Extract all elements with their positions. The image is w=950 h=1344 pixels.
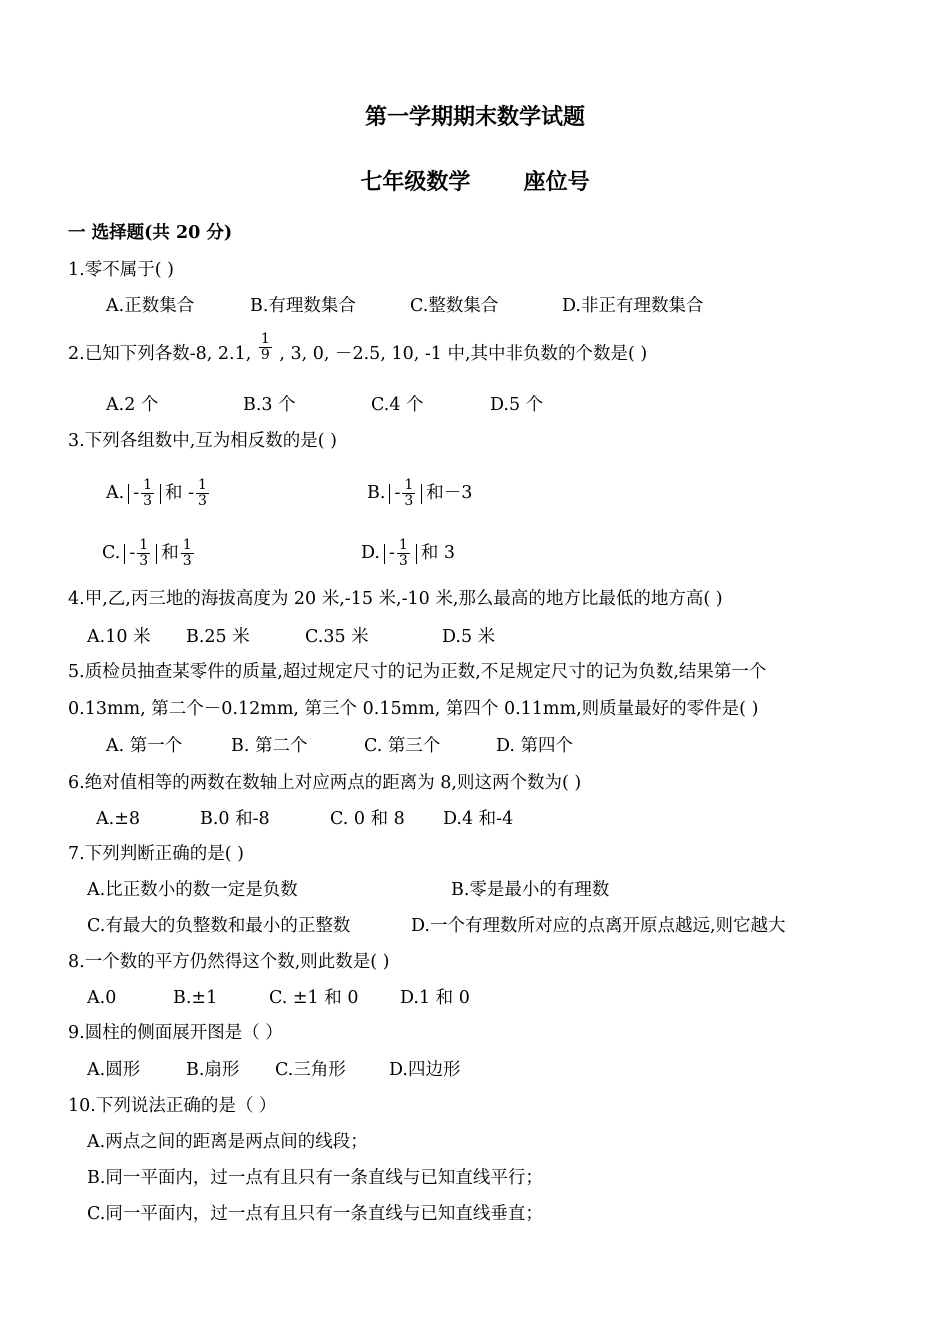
q3c-mid: 和	[161, 543, 179, 563]
q3c-num: 1	[139, 537, 149, 553]
q4-option-d: D.5 米	[442, 627, 496, 647]
q3c-fraction-2	[181, 538, 194, 569]
q2-stem-pre: 2.已知下列各数-8, 2.1,	[68, 344, 252, 364]
q2-stem-post: , 3, 0, －2.5, 10, -1 中,其中非负数的个数是( )	[279, 344, 648, 364]
seat-number-label: 座位号	[523, 169, 590, 195]
q3a-label: A.	[106, 483, 125, 503]
q3c-label: C.	[102, 543, 121, 563]
q3a-den2: 3	[198, 493, 207, 509]
q7-option-d: D.一个有理数所对应的点离开原点越远,则它越大	[411, 916, 786, 936]
q7-option-c: C.有最大的负整数和最小的正整数	[87, 916, 351, 936]
q3d-post: 和 3	[420, 543, 456, 563]
q3a-num: 1	[143, 477, 153, 493]
q3a-mid: 和 -	[165, 483, 195, 503]
question-9-stem: 9.圆柱的侧面展开图是（ ）	[68, 1023, 283, 1043]
q7-option-b: B.零是最小的有理数	[451, 880, 610, 900]
exam-subtitle-row	[0, 168, 950, 196]
q3b-fraction	[402, 478, 415, 509]
abs-bar-right	[421, 484, 422, 504]
question-7-stem: 7.下列判断正确的是( )	[68, 844, 244, 864]
q2-option-b: B.3 个	[243, 395, 296, 415]
q1-option-d: D.非正有理数集合	[562, 296, 704, 316]
q6-option-a: A.±8	[96, 809, 140, 829]
q5-option-a: A. 第一个	[106, 736, 183, 756]
grade-subject: 七年级数学	[360, 169, 471, 195]
q3-option-b	[367, 478, 472, 509]
q2-fraction	[259, 332, 272, 363]
q9-option-b: B.扇形	[186, 1060, 240, 1080]
q3b-num: 1	[404, 477, 414, 493]
q5-option-b: B. 第二个	[231, 736, 308, 756]
q7-option-a: A.比正数小的数一定是负数	[87, 880, 298, 900]
q2-option-d: D.5 个	[490, 395, 544, 415]
q3c-num2: 1	[182, 537, 192, 553]
q8-option-b: B.±1	[173, 988, 218, 1008]
q6-option-b: B.0 和-8	[200, 809, 270, 829]
q8-option-a: A.0	[87, 988, 117, 1008]
q4-option-b: B.25 米	[186, 627, 250, 647]
q9-option-c: C.三角形	[275, 1060, 346, 1080]
q3d-den: 3	[398, 553, 408, 569]
q3-option-a	[106, 478, 211, 509]
abs-bar-right	[160, 484, 161, 504]
abs-bar-left	[384, 544, 385, 564]
abs-bar-left	[124, 544, 125, 564]
q2-option-c: C.4 个	[371, 395, 424, 415]
exam-title: 第一学期期末数学试题	[364, 104, 585, 130]
q6-option-d: D.4 和-4	[443, 809, 514, 829]
q5-option-c: C. 第三个	[364, 736, 441, 756]
q3a-minus: -	[133, 483, 140, 503]
question-2-stem	[68, 331, 648, 365]
q3c-den: 3	[139, 553, 149, 569]
question-5-stem-line1: 5.质检员抽查某零件的质量,超过规定尺寸的记为正数,不足规定尺寸的记为负数,结果第一个	[68, 662, 767, 682]
q4-option-a: A.10 米	[87, 627, 151, 647]
q3a-fraction	[141, 478, 154, 509]
q9-option-a: A.圆形	[87, 1060, 141, 1080]
q3b-den: 3	[404, 493, 414, 509]
question-10-stem: 10.下列说法正确的是（ ）	[68, 1096, 277, 1116]
q3b-minus: -	[394, 483, 401, 503]
q2-frac-denominator: 9	[260, 347, 270, 363]
q1-option-c: C.整数集合	[410, 296, 499, 316]
question-4-stem: 4.甲,乙,丙三地的海拔高度为 20 米,-15 米,-10 米,那么最高的地方比最低的地方高( )	[68, 589, 723, 609]
abs-bar-left	[389, 484, 390, 504]
question-6-stem: 6.绝对值相等的两数在数轴上对应两点的距离为 8,则这两个数为( )	[68, 773, 582, 793]
question-5-stem-line2: 0.13mm, 第二个－0.12mm, 第三个 0.15mm, 第四个 0.11mm,则质量最好的零件是( )	[68, 699, 759, 719]
q2-frac-numerator: 1	[260, 331, 270, 347]
q6-option-c: C. 0 和 8	[330, 809, 405, 829]
q1-option-b: B.有理数集合	[250, 296, 356, 316]
q3c-den2: 3	[182, 553, 192, 569]
q3a-fraction-2	[196, 478, 209, 509]
abs-bar-right	[416, 544, 417, 564]
q3d-minus: -	[388, 543, 395, 563]
q3d-num: 1	[398, 537, 408, 553]
q2-option-a: A.2 个	[106, 395, 159, 415]
abs-bar-left	[128, 484, 129, 504]
q3a-num2: 1	[198, 477, 207, 493]
q8-option-d: D.1 和 0	[400, 988, 470, 1008]
section-heading: 一 选择题(共 20 分)	[68, 223, 233, 243]
q10-option-c: C.同一平面内，过一点有且只有一条直线与已知直线垂直；	[87, 1204, 543, 1224]
question-1-stem: 1.零不属于( )	[68, 260, 174, 280]
q3b-label: B.	[367, 483, 386, 503]
q10-option-b: B.同一平面内，过一点有且只有一条直线与已知直线平行；	[87, 1168, 543, 1188]
q3c-minus: -	[129, 543, 136, 563]
q8-option-c: C. ±1 和 0	[269, 988, 359, 1008]
q3-option-d	[361, 538, 455, 569]
q3d-label: D.	[361, 543, 380, 563]
q3c-fraction	[137, 538, 150, 569]
q3b-post: 和－3	[426, 483, 473, 503]
q4-option-c: C.35 米	[305, 627, 369, 647]
question-8-stem: 8.一个数的平方仍然得这个数,则此数是( )	[68, 952, 390, 972]
q1-option-a: A.正数集合	[106, 296, 195, 316]
abs-bar-right	[156, 544, 157, 564]
q9-option-d: D.四边形	[389, 1060, 461, 1080]
q3-option-c	[102, 538, 196, 569]
q5-option-d: D. 第四个	[496, 736, 574, 756]
q3a-den: 3	[143, 493, 153, 509]
q10-option-a: A.两点之间的距离是两点间的线段；	[87, 1132, 368, 1152]
q3d-fraction	[397, 538, 410, 569]
question-3-stem: 3.下列各组数中,互为相反数的是( )	[68, 431, 337, 451]
